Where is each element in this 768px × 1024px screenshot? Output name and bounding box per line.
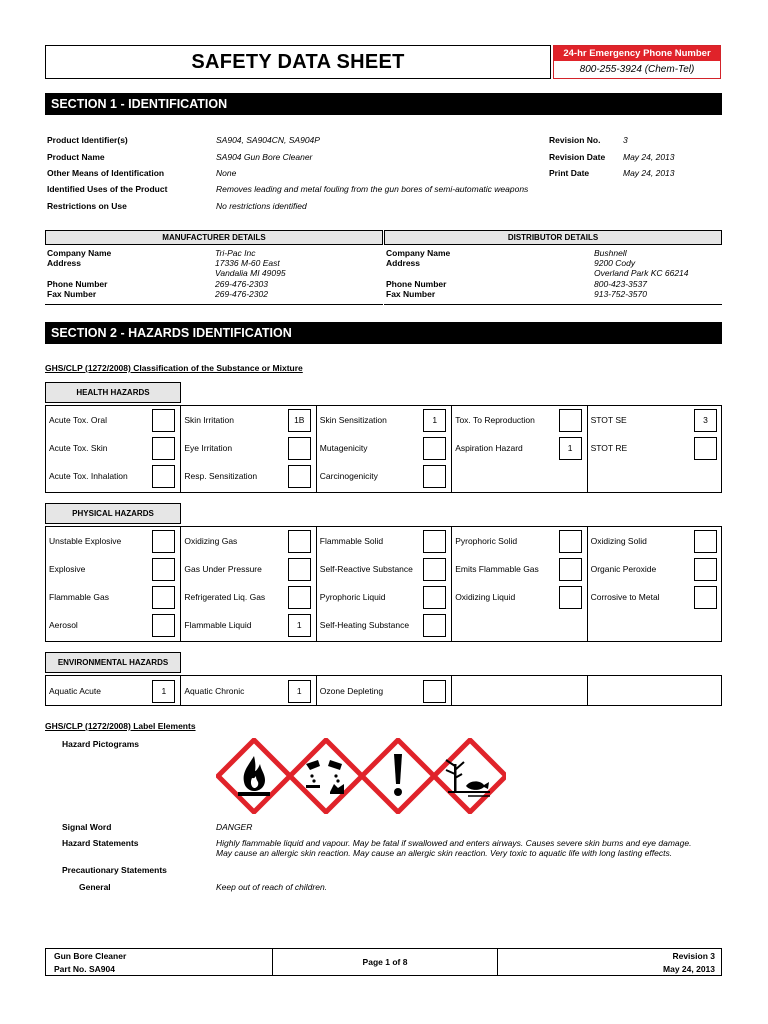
hazard-category-box-aquatic-chronic: 1	[288, 680, 311, 703]
hazard-category-box-gas-under-pressure	[288, 558, 311, 581]
hazard-label-pyrophoric-liquid: Pyrophoric Liquid	[319, 591, 386, 602]
dist-address-line2: Overland Park KC 66214	[594, 268, 689, 278]
physical-hazards-label: PHYSICAL HAZARDS	[45, 503, 181, 524]
environment-icon	[434, 740, 506, 812]
mfr-address-label: Address	[47, 258, 82, 268]
hazard-label-self-reactive-substance: Self-Reactive Substance	[319, 563, 413, 574]
hazard-statements-line-2: May cause an allergic skin reaction. May cause an allergic skin reaction. Very toxic to aquatic life with long lasting effects.	[216, 848, 673, 858]
hazard-category-box-ozone-depleting	[423, 680, 446, 703]
hazard-label-stot-re: STOT RE	[590, 442, 628, 453]
hazard-label-aquatic-acute: Aquatic Acute	[49, 685, 101, 696]
mfr-company-label: Company Name	[47, 248, 112, 258]
hazard-label-eye-irritation: Eye Irritation	[184, 442, 233, 453]
hazard-category-box-refrigerated-liq-gas	[288, 586, 311, 609]
hazard-category-box-unstable-explosive	[152, 530, 175, 553]
field-value-identified-uses: Removes leading and metal fouling from the gun bores of semi-automatic weapons	[216, 184, 529, 194]
hazard-label-pyrophoric-solid: Pyrophoric Solid	[455, 535, 518, 546]
mfr-company-value: Tri-Pac Inc	[215, 248, 256, 258]
hazard-category-box-tox-to-reproduction	[559, 409, 582, 432]
hazard-column	[317, 406, 452, 492]
hazard-category-box-carcinogenicity	[423, 465, 446, 488]
signal-word-label: Signal Word	[62, 822, 112, 832]
section-2-header: SECTION 2 - HAZARDS IDENTIFICATION	[45, 322, 722, 344]
footer-date: May 24, 2013	[663, 964, 715, 974]
footer-revision: Revision 3	[672, 951, 715, 961]
dist-address-label: Address	[386, 258, 421, 268]
hazard-label-stot-se: STOT SE	[590, 414, 627, 425]
hazard-category-box-flammable-solid	[423, 530, 446, 553]
hazard-label-ozone-depleting: Ozone Depleting	[319, 685, 384, 696]
dist-company-value: Bushnell	[594, 248, 627, 258]
field-value-product-identifier: SA904, SA904CN, SA904P	[216, 135, 320, 145]
health-hazards-label: HEALTH HAZARDS	[45, 382, 181, 403]
field-label-other-means: Other Means of Identification	[47, 168, 165, 178]
dist-phone-value: 800-423-3537	[594, 279, 647, 289]
footer-part-number: Part No. SA904	[54, 964, 115, 974]
hazard-label-aquatic-chronic: Aquatic Chronic	[184, 685, 245, 696]
footer-product-box	[45, 948, 273, 976]
physical-hazards-grid	[45, 526, 722, 642]
hazard-label-self-heating-substance: Self-Heating Substance	[319, 619, 410, 630]
hazard-category-box-self-reactive-substance	[423, 558, 446, 581]
footer-product-name: Gun Bore Cleaner	[54, 951, 127, 961]
hazard-column	[588, 406, 723, 492]
dist-address-line1: 9200 Cody	[594, 258, 636, 268]
emergency-phone-number: 800-255-3924 (Chem-Tel)	[579, 64, 695, 75]
hazard-label-refrigerated-liq-gas: Refrigerated Liq. Gas	[184, 591, 266, 602]
mfr-address-line1: 17336 M-60 East	[215, 258, 280, 268]
field-label-restrictions: Restrictions on Use	[47, 201, 127, 211]
hazard-column	[181, 676, 316, 705]
footer-page-box	[272, 948, 498, 976]
footer-revision-box	[497, 948, 722, 976]
hazard-label-acute-tox-skin: Acute Tox. Skin	[49, 442, 108, 453]
hazard-column	[452, 676, 587, 705]
hazard-category-box-aspiration-hazard: 1	[559, 437, 582, 460]
emergency-phone-label: 24-hr Emergency Phone Number	[554, 46, 720, 61]
revision-no-value: 3	[623, 135, 628, 145]
hazard-pictograms-label: Hazard Pictograms	[62, 739, 139, 749]
mfr-address-line2: Vandalia MI 49095	[215, 268, 286, 278]
hazard-label-acute-tox-oral: Acute Tox. Oral	[49, 414, 107, 425]
field-value-other-means: None	[216, 168, 237, 178]
hazard-column	[588, 676, 723, 705]
dist-fax-value: 913-752-3570	[594, 289, 647, 299]
hazard-label-flammable-gas: Flammable Gas	[49, 591, 109, 602]
distributor-details-heading: DISTRIBUTOR DETAILS	[384, 230, 722, 245]
hazard-label-tox-to-reproduction: Tox. To Reproduction	[455, 414, 535, 425]
hazard-category-box-oxidizing-gas	[288, 530, 311, 553]
field-label-product-identifier: Product Identifier(s)	[47, 135, 128, 145]
section-1-header: SECTION 1 - IDENTIFICATION	[45, 93, 722, 115]
hazard-category-box-stot-re	[694, 437, 717, 460]
hazard-label-mutagenicity: Mutagenicity	[319, 442, 368, 453]
health-hazards-grid	[45, 405, 722, 493]
document-title: SAFETY DATA SHEET	[45, 45, 551, 79]
hazard-label-oxidizing-gas: Oxidizing Gas	[184, 535, 238, 546]
hazard-label-explosive: Explosive	[49, 563, 86, 574]
hazard-category-box-oxidizing-solid	[694, 530, 717, 553]
environmental-hazards-grid	[45, 675, 722, 706]
precautionary-statements-label: Precautionary Statements	[62, 865, 167, 875]
signal-word-value: DANGER	[216, 822, 253, 832]
hazard-category-box-acute-tox-oral	[152, 409, 175, 432]
flame-icon	[218, 740, 290, 812]
general-label: General	[79, 882, 111, 892]
hazard-pictograms	[216, 738, 506, 814]
hazard-category-box-skin-sensitization: 1	[423, 409, 446, 432]
hazard-label-oxidizing-solid: Oxidizing Solid	[590, 535, 647, 546]
company-details-table	[45, 230, 722, 305]
hazard-column	[181, 527, 316, 641]
hazard-label-gas-under-pressure: Gas Under Pressure	[184, 563, 262, 574]
field-value-restrictions: No restrictions identified	[216, 201, 307, 211]
hazard-label-oxidizing-liquid: Oxidizing Liquid	[455, 591, 516, 602]
mfr-phone-label: Phone Number	[47, 279, 108, 289]
hazard-category-box-oxidizing-liquid	[559, 586, 582, 609]
hazard-column	[317, 676, 452, 705]
hazard-column	[181, 406, 316, 492]
hazard-statements-line-1: Highly flammable liquid and vapour. May be fatal if swallowed and enters airways. Causes severe skin burns and eye damage.	[216, 838, 692, 848]
hazard-category-box-corrosive-to-metal	[694, 586, 717, 609]
dist-company-label: Company Name	[386, 248, 451, 258]
field-value-product-name: SA904 Gun Bore Cleaner	[216, 152, 313, 162]
mfr-fax-value: 269-476-2302	[215, 289, 268, 299]
dist-phone-label: Phone Number	[386, 279, 447, 289]
hazard-column	[452, 527, 587, 641]
hazard-category-box-organic-peroxide	[694, 558, 717, 581]
print-date-label: Print Date	[549, 168, 590, 178]
hazard-column	[46, 527, 181, 641]
hazard-category-box-explosive	[152, 558, 175, 581]
hazard-column	[317, 527, 452, 641]
hazard-label-aerosol: Aerosol	[49, 619, 78, 630]
hazard-label-skin-sensitization: Skin Sensitization	[319, 414, 387, 425]
general-value: Keep out of reach of children.	[216, 882, 328, 892]
revision-date-value: May 24, 2013	[623, 152, 675, 162]
hazard-category-box-skin-irritation: 1B	[288, 409, 311, 432]
hazard-column	[46, 406, 181, 492]
hazard-category-box-resp-sensitization	[288, 465, 311, 488]
hazard-label-flammable-solid: Flammable Solid	[319, 535, 384, 546]
mfr-fax-label: Fax Number	[47, 289, 97, 299]
hazard-label-resp-sensitization: Resp. Sensitization	[184, 470, 258, 481]
classification-title: GHS/CLP (1272/2008) Classification of the Substance or Mixture	[45, 363, 303, 373]
label-elements-title: GHS/CLP (1272/2008) Label Elements	[45, 721, 196, 731]
hazard-category-box-aerosol	[152, 614, 175, 637]
hazard-label-emits-flammable-gas: Emits Flammable Gas	[455, 563, 539, 574]
distributor-details	[384, 230, 722, 305]
hazard-column	[46, 676, 181, 705]
hazard-statements-label: Hazard Statements	[62, 838, 139, 848]
hazard-column	[588, 527, 723, 641]
hazard-category-box-aquatic-acute: 1	[152, 680, 175, 703]
hazard-label-flammable-liquid: Flammable Liquid	[184, 619, 252, 630]
hazard-label-corrosive-to-metal: Corrosive to Metal	[590, 591, 660, 602]
dist-fax-label: Fax Number	[386, 289, 436, 299]
environmental-hazards-label: ENVIRONMENTAL HAZARDS	[45, 652, 181, 673]
corrosion-icon	[290, 740, 362, 812]
hazard-category-box-pyrophoric-solid	[559, 530, 582, 553]
hazard-category-box-flammable-gas	[152, 586, 175, 609]
revision-no-label: Revision No.	[549, 135, 601, 145]
print-date-value: May 24, 2013	[623, 168, 675, 178]
mfr-phone-value: 269-476-2303	[215, 279, 268, 289]
emergency-phone-box	[553, 45, 721, 79]
hazard-label-organic-peroxide: Organic Peroxide	[590, 563, 657, 574]
manufacturer-details-heading: MANUFACTURER DETAILS	[45, 230, 383, 245]
hazard-label-carcinogenicity: Carcinogenicity	[319, 470, 378, 481]
hazard-category-box-pyrophoric-liquid	[423, 586, 446, 609]
hazard-label-skin-irritation: Skin Irritation	[184, 414, 234, 425]
hazard-category-box-acute-tox-inhalation	[152, 465, 175, 488]
hazard-category-box-stot-se: 3	[694, 409, 717, 432]
hazard-category-box-acute-tox-skin	[152, 437, 175, 460]
hazard-label-unstable-explosive: Unstable Explosive	[49, 535, 122, 546]
hazard-label-aspiration-hazard: Aspiration Hazard	[455, 442, 523, 453]
hazard-column	[452, 406, 587, 492]
field-label-product-name: Product Name	[47, 152, 105, 162]
hazard-category-box-mutagenicity	[423, 437, 446, 460]
footer-page-number: Page 1 of 8	[362, 957, 408, 967]
hazard-category-box-self-heating-substance	[423, 614, 446, 637]
exclamation-mark-icon	[362, 740, 434, 812]
field-label-identified-uses: Identified Uses of the Product	[47, 184, 168, 194]
hazard-category-box-flammable-liquid: 1	[288, 614, 311, 637]
hazard-category-box-eye-irritation	[288, 437, 311, 460]
hazard-category-box-emits-flammable-gas	[559, 558, 582, 581]
hazard-label-acute-tox-inhalation: Acute Tox. Inhalation	[49, 470, 128, 481]
revision-date-label: Revision Date	[549, 152, 606, 162]
manufacturer-details	[45, 230, 383, 305]
